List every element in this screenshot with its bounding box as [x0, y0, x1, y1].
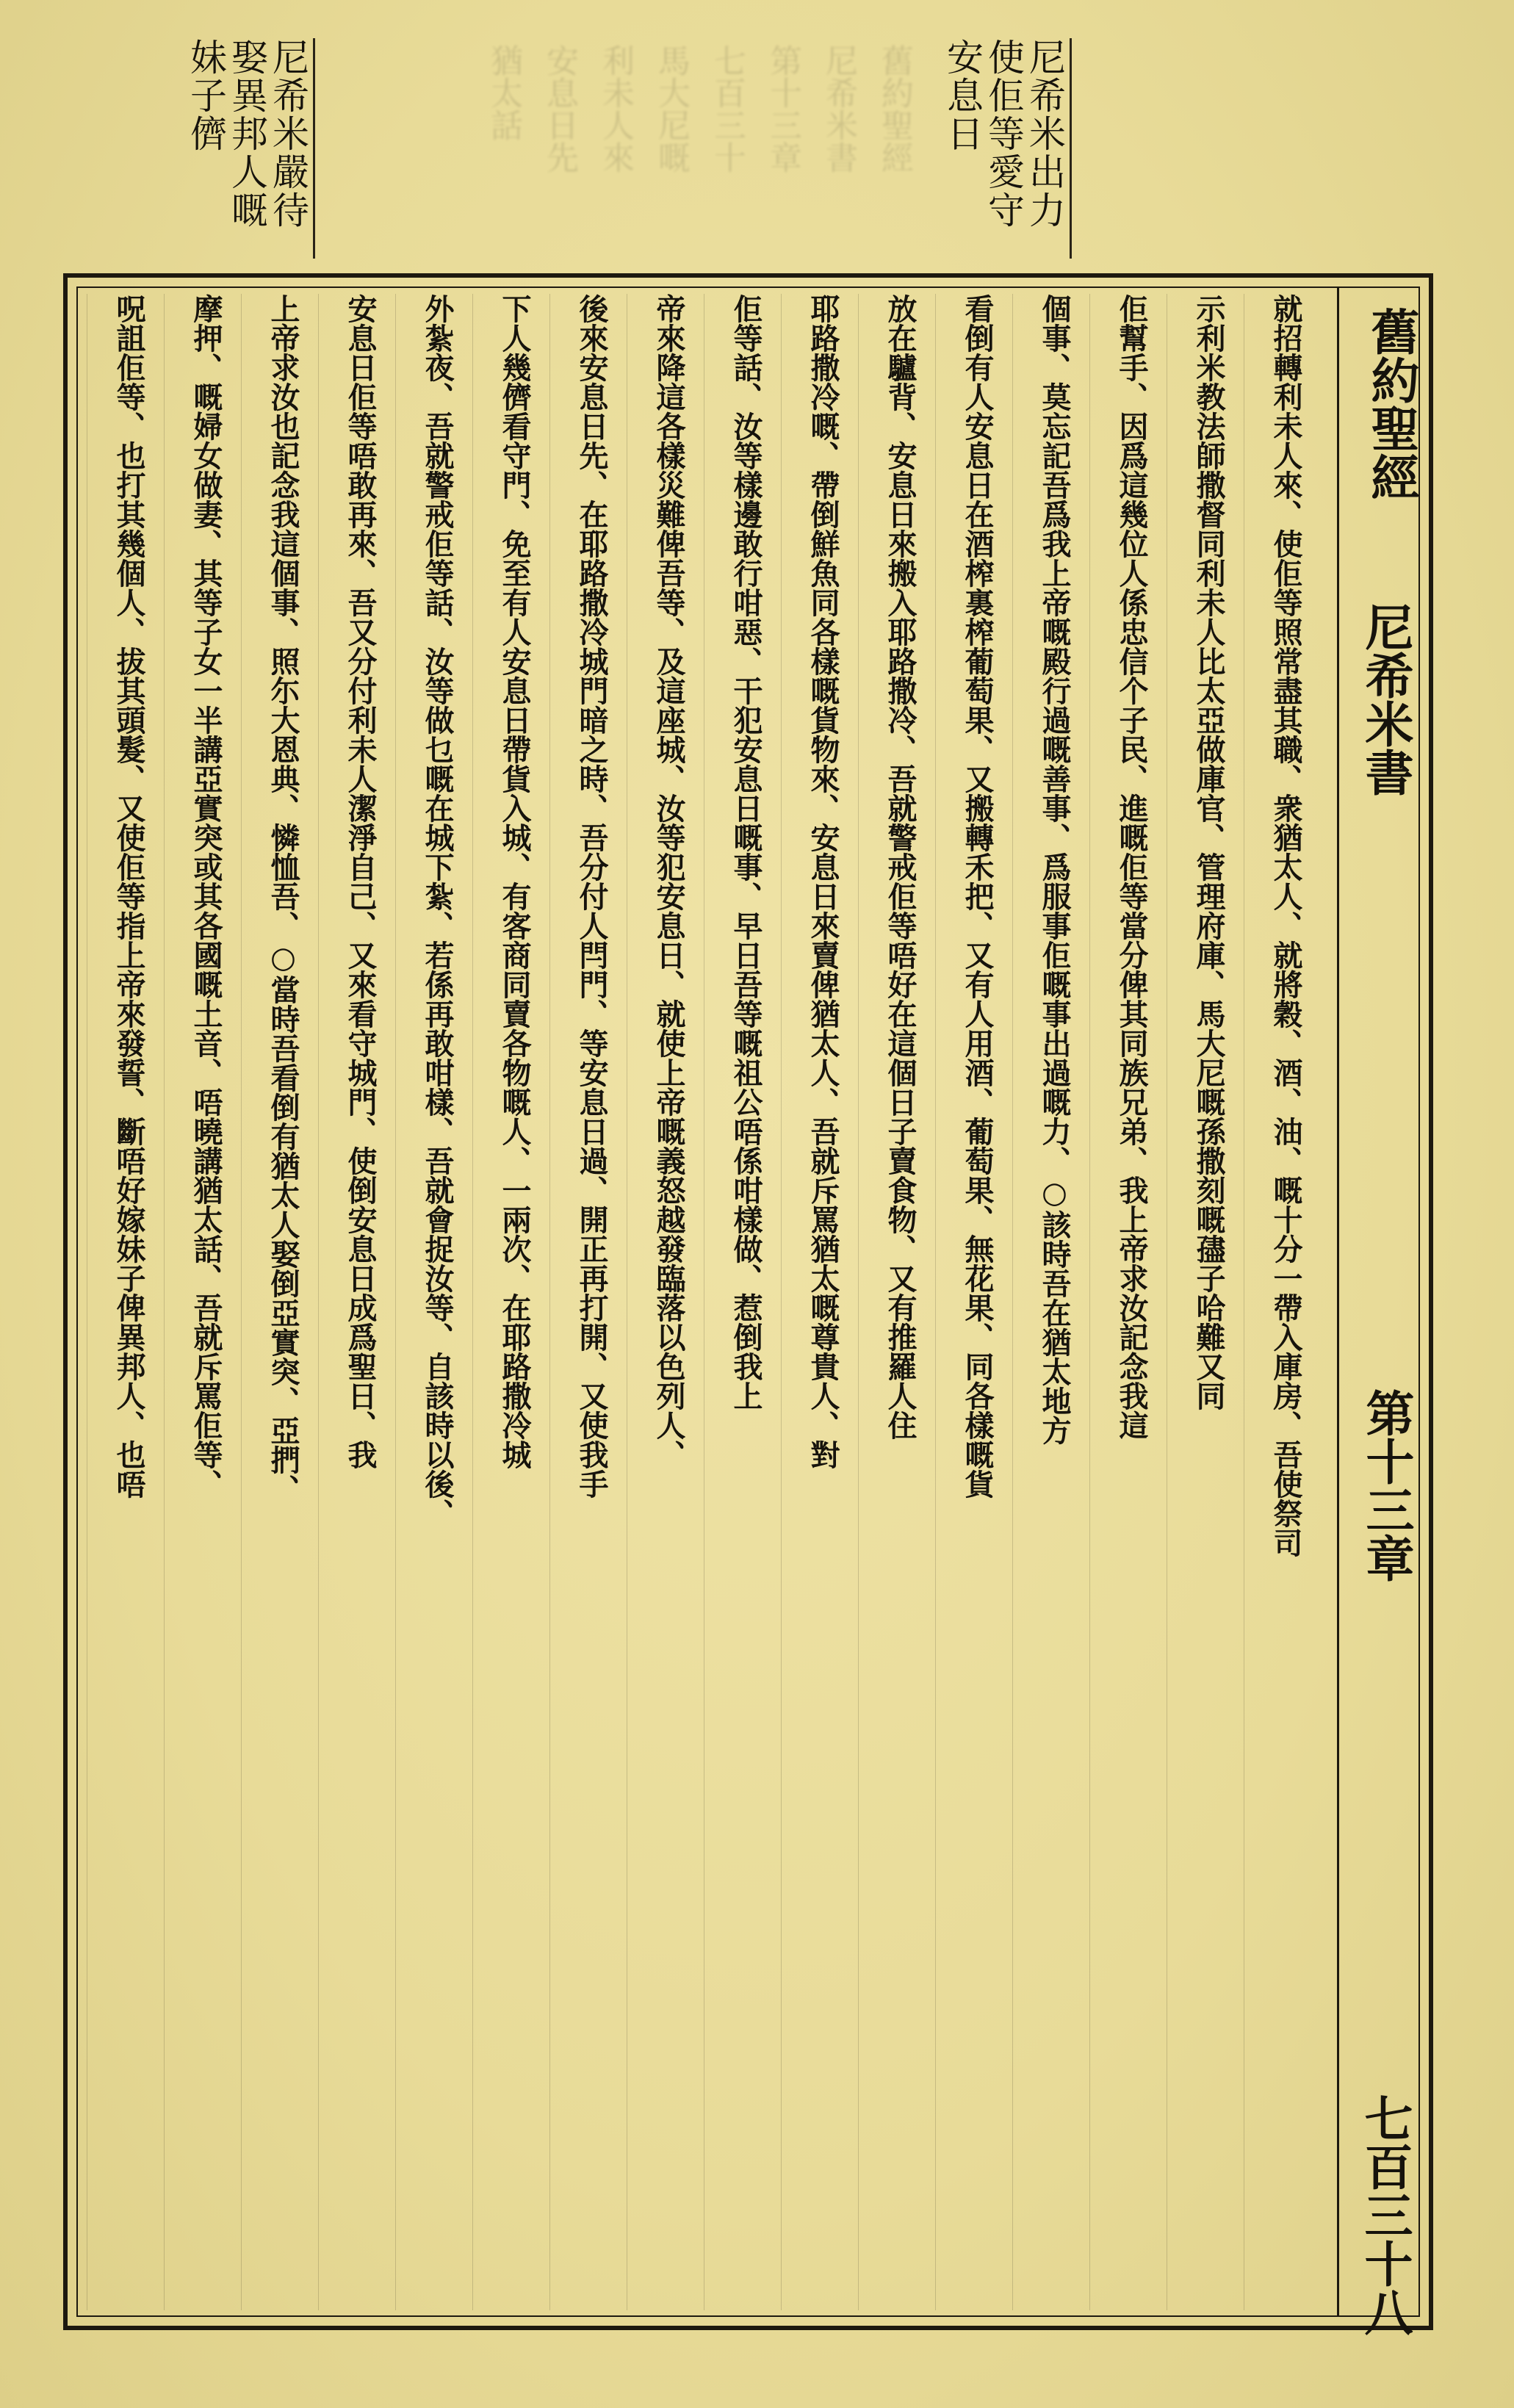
note-divider — [1070, 38, 1072, 259]
note-line: 使佢等愛守 — [982, 38, 1025, 229]
text-column: 看倒有人安息日在酒榨裏榨葡萄果、又搬轉禾把、又有人用酒、葡萄果、無花果、同各樣嘅貨 — [935, 294, 1020, 2310]
text-column: 呪詛佢等、也打其幾個人、拔其頭髮、又使佢等指上帝來發誓、斷唔好嫁妹子俾異邦人、也唔 — [87, 294, 171, 2310]
text-column: 下人幾儕看守門、免至有人安息日帶貨入城、有客商同賣各物嘅人、一兩次、在耶路撒冷城 — [472, 294, 557, 2310]
running-header — [1337, 286, 1420, 2336]
text-column: 外紮夜、吾就警戒佢等話、汝等做乜嘅在城下紮、若係再敢咁樣、吾就會捉汝等、自該時以後、 — [395, 294, 480, 2310]
marginal-note-left — [184, 38, 315, 266]
text-column: 就招轉利未人來、使佢等照常盡其職、衆猶太人、就將穀、酒、油、嘅十分一帶入庫房、吾使祭司 — [1244, 294, 1328, 2310]
text-column: 後來安息日先、在耶路撒冷城門暗之時、吾分付人閂門、等安息日過、開正再打開、又使我手 — [549, 294, 634, 2310]
text-column: 耶路撒冷嘅、帶倒鮮魚同各樣嘅貨物來、安息日來賣俾猶太人、吾就斥罵猶太嘅尊貴人、對 — [781, 294, 865, 2310]
page-number: 七百三十八 — [1356, 2094, 1413, 2336]
text-column: 佢幫手、因爲這幾位人係忠信个子民、進嘅佢等當分俾其同族兄弟、我上帝求汝記念我這 — [1089, 294, 1174, 2310]
note-line: 尼希米嚴待 — [267, 38, 309, 229]
chapter-book: 尼希米書 — [1357, 602, 1414, 796]
note-line: 尼希米出力 — [1023, 38, 1066, 229]
note-line: 安息日 — [941, 38, 984, 153]
bleed-through-text: 舊約聖經 尼希米書 第十三章 七百三十 馬大尼嘅 利未人來 安息日先 猶太話 — [485, 44, 913, 173]
text-column: 示利米教法師撒督同利未人比太亞做庫官、管理府庫、馬大尼嘅孫撒刻嘅孻子哈難又同 — [1167, 294, 1251, 2310]
text-column: 上帝求汝也記念我這個事、照尓大恩典、憐恤吾、○當時吾看倒有猶太人娶倒亞實突、亞捫、 — [241, 294, 325, 2310]
book-title: 舊約聖經 — [1363, 307, 1420, 501]
text-column: 放在驢背、安息日來搬入耶路撒冷、吾就警戒佢等唔好在這個日子賣食物、又有推羅人住 — [858, 294, 942, 2310]
note-divider — [313, 38, 315, 259]
text-column: 安息日佢等唔敢再來、吾又分付利未人潔淨自己、又來看守城門、使倒安息日成爲聖日、我 — [318, 294, 403, 2310]
body-text — [87, 294, 1328, 2310]
text-column: 帝來降這各樣災難俾吾等、及這座城、汝等犯安息日、就使上帝嘅義怒越發臨落以色列人、 — [627, 294, 711, 2310]
text-column: 個事、莫忘記吾爲我上帝嘅殿行過嘅善事、爲服事佢嘅事出過嘅力、○該時吾在猶太地方 — [1012, 294, 1097, 2310]
chapter-number: 第十三章 — [1358, 1388, 1415, 1582]
text-column: 摩押、嘅婦女做妻、其等子女一半講亞實突或其各國嘅土音、唔曉講猶太話、吾就斥罵佢等、 — [164, 294, 248, 2310]
text-column: 佢等話、汝等樣邊敢行咁惡、干犯安息日嘅事、早日吾等嘅祖公唔係咁樣做、惹倒我上 — [704, 294, 788, 2310]
marginal-note-right — [940, 38, 1072, 266]
note-line: 娶異邦人嘅 — [226, 38, 268, 229]
note-line: 妹子儕 — [184, 38, 227, 153]
